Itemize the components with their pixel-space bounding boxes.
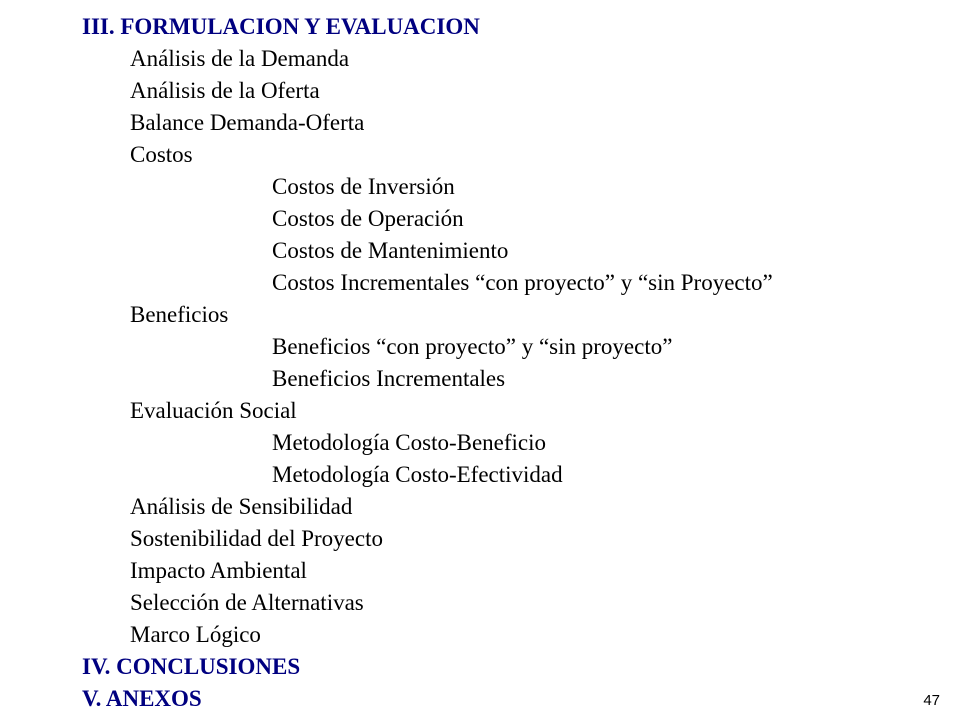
- item-analisis-sensibilidad: Análisis de Sensibilidad: [130, 494, 353, 519]
- page-number: 47: [923, 692, 940, 709]
- subitem-beneficios-incrementales: Beneficios Incrementales: [272, 366, 506, 391]
- item-marco-logico: Marco Lógico: [130, 622, 261, 647]
- subitem-costos-operacion: Costos de Operación: [272, 206, 464, 231]
- item-seleccion-alternativas: Selección de Alternativas: [130, 590, 364, 615]
- item-beneficios: Beneficios: [130, 302, 229, 327]
- item-analisis-demanda: Análisis de la Demanda: [130, 46, 350, 71]
- section-heading-anexos: V. ANEXOS: [82, 686, 202, 711]
- subitem-metodologia-costo-efectividad: Metodología Costo-Efectividad: [272, 462, 563, 487]
- item-sostenibilidad: Sostenibilidad del Proyecto: [130, 526, 383, 551]
- subitem-costos-incrementales: Costos Incrementales “con proyecto” y “sin Proyecto”: [272, 270, 773, 295]
- section-heading-formulacion: III. FORMULACION Y EVALUACION: [82, 14, 480, 39]
- item-analisis-oferta: Análisis de la Oferta: [130, 78, 320, 103]
- item-balance: Balance Demanda-Oferta: [130, 110, 365, 135]
- subitem-costos-mantenimiento: Costos de Mantenimiento: [272, 238, 509, 263]
- subitem-beneficios-con-sin: Beneficios “con proyecto” y “sin proyecto”: [272, 334, 673, 359]
- item-costos: Costos: [130, 142, 193, 167]
- item-evaluacion-social: Evaluación Social: [130, 398, 297, 423]
- subitem-metodologia-costo-beneficio: Metodología Costo-Beneficio: [272, 430, 547, 455]
- item-impacto-ambiental: Impacto Ambiental: [130, 558, 307, 583]
- subitem-costos-inversion: Costos de Inversión: [272, 174, 455, 199]
- section-heading-conclusiones: IV. CONCLUSIONES: [82, 654, 301, 679]
